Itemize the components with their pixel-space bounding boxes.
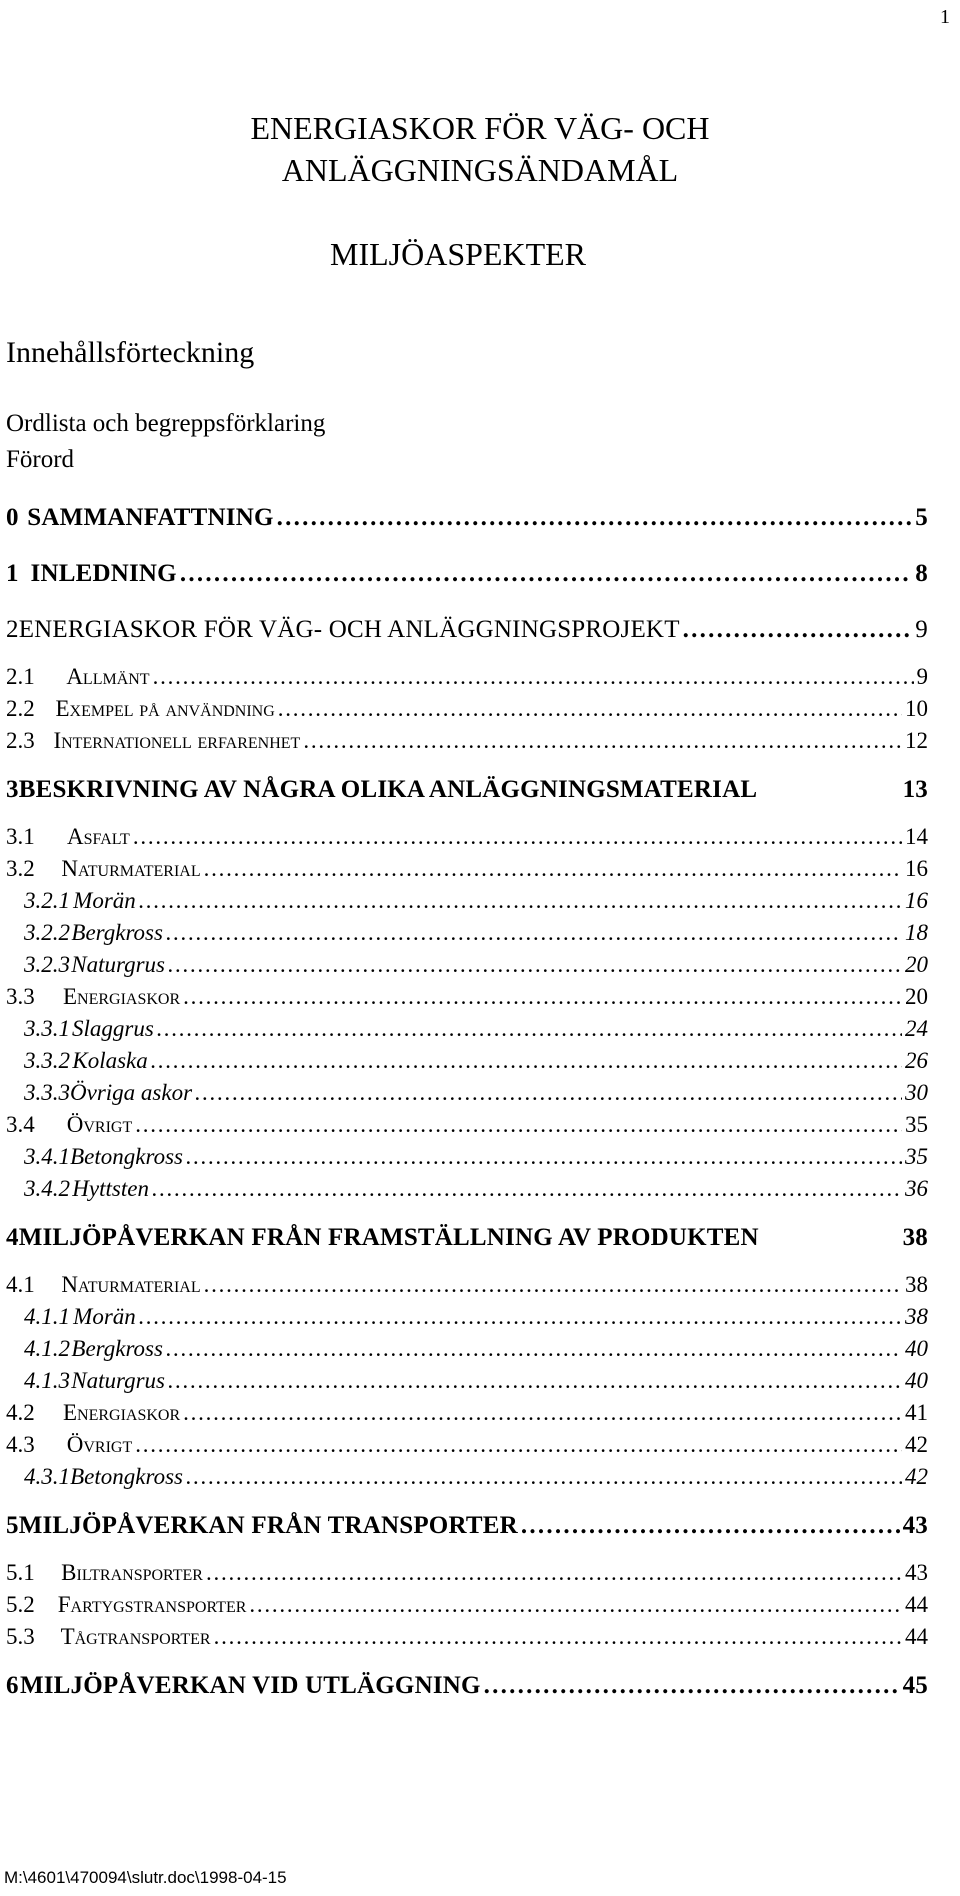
toc-dot-leader: [204, 856, 902, 882]
toc-entry-label: Asfalt: [66, 824, 130, 849]
toc-dot-leader: [135, 1432, 902, 1458]
toc-entry[interactable]: [6, 728, 928, 758]
front-matter-glossary: Ordlista och begreppsförklaring: [6, 410, 326, 437]
toc-dot-leader: [683, 616, 913, 644]
toc-dot-leader: [152, 1176, 902, 1202]
toc-entry[interactable]: [6, 1048, 928, 1078]
toc-entry-label: Slaggrus: [71, 1016, 154, 1041]
toc-entry-label: INLEDNING: [30, 560, 177, 587]
toc-entry[interactable]: [6, 1624, 928, 1654]
toc-entry[interactable]: [6, 1400, 928, 1430]
toc-dot-leader: [139, 1304, 902, 1330]
toc-dot-leader: [183, 1400, 902, 1426]
toc-entry-number: 4.2: [6, 1400, 35, 1425]
toc-dot-leader: [180, 560, 912, 588]
toc-entry-page: 16: [905, 888, 928, 913]
toc-entry-number: 4.1: [6, 1272, 35, 1297]
toc-entry-number: 3.3.2: [24, 1048, 70, 1073]
toc-entry-number: 3.2: [6, 856, 35, 881]
toc-entry-number: 2.1: [6, 664, 35, 689]
toc-entry-page: 42: [905, 1432, 928, 1457]
toc-entry-number: 3.4.2: [24, 1176, 70, 1201]
toc-entry-page: 12: [905, 728, 928, 753]
toc-entry[interactable]: [6, 1512, 928, 1542]
toc-entry-label: Energiaskor: [62, 984, 181, 1009]
toc-dot-leader: [133, 824, 902, 850]
toc-dot-leader: [166, 920, 902, 946]
toc-entry-number: 3.1: [6, 824, 35, 849]
toc-entry-label: Bergkross: [71, 920, 163, 945]
toc-entry-page: 30: [905, 1080, 928, 1105]
toc-dot-leader: [521, 1512, 900, 1540]
toc-dot-leader: [278, 696, 902, 722]
toc-entry-page: 9: [915, 616, 928, 643]
toc-entry-label: Hyttsten: [72, 1176, 149, 1201]
toc-dot-leader: [206, 1560, 902, 1586]
toc-entry[interactable]: [6, 1672, 928, 1702]
toc-entry-number: 4: [6, 1224, 19, 1251]
toc-entry[interactable]: [6, 1368, 928, 1398]
document-title-line-1: ENERGIASKOR FÖR VÄG- OCH: [250, 110, 710, 146]
page-number: 1: [940, 6, 950, 28]
toc-entry[interactable]: [6, 984, 928, 1014]
toc-dot-leader: [195, 1080, 902, 1106]
toc-entry-page: 35: [905, 1112, 928, 1137]
toc-dot-leader: [168, 1368, 902, 1394]
toc-entry[interactable]: [6, 1304, 928, 1334]
toc-entry-page: 9: [916, 664, 928, 689]
toc-entry-label: Biltransporter: [61, 1560, 203, 1585]
toc-entry-number: 3.3.1: [24, 1016, 70, 1041]
toc-entry[interactable]: [6, 1016, 928, 1046]
toc-entry-number: 6: [6, 1672, 19, 1699]
toc-entry[interactable]: [6, 952, 928, 982]
toc-entry-label: Bergkross: [71, 1336, 163, 1361]
toc-entry[interactable]: [6, 888, 928, 918]
toc-entry-page: 44: [905, 1624, 928, 1649]
toc-dot-leader: [214, 1624, 902, 1650]
toc-entry[interactable]: [6, 920, 928, 950]
toc-entry[interactable]: [6, 1112, 928, 1142]
toc-entry-label: Betongkross: [70, 1464, 183, 1489]
toc-entry-page: 43: [905, 1560, 928, 1585]
toc-entry[interactable]: [6, 1336, 928, 1366]
toc-entry-label: MILJÖPÅVERKAN FRÅN TRANSPORTER: [18, 1512, 518, 1539]
toc-dot-leader: [151, 1048, 902, 1074]
toc-entry-label: Naturgrus: [71, 952, 165, 977]
toc-entry-number: 3.4: [6, 1112, 35, 1137]
toc-entry[interactable]: [6, 560, 928, 590]
toc-entry-number: 4.3: [6, 1432, 35, 1457]
toc-entry[interactable]: [6, 1464, 928, 1494]
toc-entry-page: 38: [905, 1272, 928, 1297]
toc-dot-leader: [157, 1016, 902, 1042]
toc-entry-number: 4.1.1: [24, 1304, 70, 1329]
toc-entry-label: BESKRIVNING AV NÅGRA OLIKA ANLÄGGNINGSMATERIAL: [18, 776, 758, 803]
toc-dot-leader: [186, 1464, 902, 1490]
toc-entry-label: ENERGIASKOR FÖR VÄG- OCH ANLÄGGNINGSPROJEKT: [18, 616, 680, 643]
toc-dot-leader: [249, 1592, 902, 1618]
toc-entry-label: Tågtransporter: [60, 1624, 211, 1649]
toc-entry-number: 3.4.1: [24, 1144, 70, 1169]
toc-entry-page: 20: [905, 952, 928, 977]
toc-entry-page: 45: [902, 1672, 928, 1699]
toc-entry-page: 10: [905, 696, 928, 721]
toc-entry[interactable]: [6, 504, 928, 534]
toc-entry[interactable]: [6, 776, 928, 806]
toc-entry-page: 40: [905, 1368, 928, 1393]
toc-entry[interactable]: [6, 1560, 928, 1590]
toc-entry[interactable]: [6, 1432, 928, 1462]
toc-entry-number: 3.3.3: [24, 1080, 70, 1105]
toc-dot-leader: [168, 952, 902, 978]
toc-entry-label: Naturmaterial: [61, 1272, 201, 1297]
toc-entry-number: 3.2.1: [24, 888, 70, 913]
toc-entry-number: 5.2: [6, 1592, 35, 1617]
toc-entry-number: 2.3: [6, 728, 35, 753]
toc-entry-label: Övrigt: [66, 1432, 133, 1457]
toc-entry-label: Exempel på användning: [55, 696, 275, 721]
toc-dot-leader: [303, 728, 902, 754]
toc-dot-leader: [186, 1144, 902, 1170]
toc-entry-number: 3.2.2: [24, 920, 70, 945]
toc-entry-label: Internationell erfarenhet: [53, 728, 301, 753]
toc-entry-number: 4.1.2: [24, 1336, 70, 1361]
toc-entry-number: 5.3: [6, 1624, 35, 1649]
toc-entry-page: 26: [905, 1048, 928, 1073]
toc-entry[interactable]: [6, 1592, 928, 1622]
toc-entry-page: 40: [905, 1336, 928, 1361]
toc-entry-label: MILJÖPÅVERKAN FRÅN FRAMSTÄLLNING AV PRODUKTEN: [18, 1224, 759, 1251]
toc-entry[interactable]: [6, 664, 928, 694]
toc-entry-page: 41: [905, 1400, 928, 1425]
toc-dot-leader: [153, 664, 914, 690]
toc-entry-page: 20: [905, 984, 928, 1009]
toc-entry-page: 38: [902, 1224, 928, 1251]
toc-entry-page: 43: [902, 1512, 928, 1539]
toc-entry-number: 5.1: [6, 1560, 35, 1585]
toc-dot-leader: [277, 504, 913, 532]
toc-entry-page: 36: [905, 1176, 928, 1201]
toc-entry[interactable]: [6, 616, 928, 646]
toc-entry-number: 3.3: [6, 984, 35, 1009]
toc-entry[interactable]: [6, 696, 928, 726]
toc-entry-label: Energiaskor: [62, 1400, 181, 1425]
toc-entry[interactable]: [6, 1176, 928, 1206]
toc-entry-number: 2.2: [6, 696, 35, 721]
toc-entry-label: Övrigt: [66, 1112, 133, 1137]
toc-dot-leader: [183, 984, 902, 1010]
toc-entry-number: 4.1.3: [24, 1368, 70, 1393]
toc-entry[interactable]: [6, 824, 928, 854]
toc-entry-page: 38: [905, 1304, 928, 1329]
toc-dot-leader: [135, 1112, 902, 1138]
toc-entry-page: 14: [905, 824, 928, 849]
toc-entry[interactable]: [6, 856, 928, 886]
toc-dot-leader: [204, 1272, 902, 1298]
toc-entry-label: Morän: [73, 1304, 136, 1329]
toc-dot-leader: [484, 1672, 900, 1700]
toc-entry-label: Morän: [73, 888, 136, 913]
toc-entry-number: 3: [6, 776, 19, 803]
toc-entry-label: Betongkross: [70, 1144, 183, 1169]
toc-entry-number: 0: [6, 504, 19, 531]
toc-entry-page: 18: [905, 920, 928, 945]
toc-entry-page: 5: [915, 504, 928, 531]
document-subtitle: MILJÖASPEKTER: [330, 236, 587, 272]
toc-entry-label: Fartygstransporter: [57, 1592, 247, 1617]
toc-entry-number: 4.3.1: [24, 1464, 70, 1489]
toc-entry-label: Naturgrus: [71, 1368, 165, 1393]
toc-entry-number: 1: [6, 560, 19, 587]
toc-entry-label: Allmänt: [66, 664, 150, 689]
toc-dot-leader: [166, 1336, 902, 1362]
toc-entry-page: 44: [905, 1592, 928, 1617]
toc-entry-page: 16: [905, 856, 928, 881]
toc-entry-page: 42: [905, 1464, 928, 1489]
document-title-line-2: ANLÄGGNINGSÄNDAMÅL: [281, 152, 679, 188]
file-path-footer: M:\4601\470094\slutr.doc\1998-04-15: [4, 1868, 287, 1887]
toc-entry[interactable]: [6, 1272, 928, 1302]
toc-entry-label: Naturmaterial: [61, 856, 201, 881]
toc-dot-leader: [139, 888, 902, 914]
front-matter-foreword: Förord: [6, 446, 75, 473]
toc-entry-number: 3.2.3: [24, 952, 70, 977]
toc-entry-number: 5: [6, 1512, 19, 1539]
toc-entry[interactable]: [6, 1224, 928, 1254]
toc-entry-number: 2: [6, 616, 19, 643]
toc-heading: Innehållsförteckning: [6, 336, 255, 369]
toc-entry-page: 24: [905, 1016, 928, 1041]
toc-entry[interactable]: [6, 1144, 928, 1174]
toc-entry-label: SAMMANFATTNING: [27, 504, 274, 531]
toc-entry-page: 8: [915, 560, 928, 587]
toc-entry[interactable]: [6, 1080, 928, 1110]
toc-entry-label: Kolaska: [72, 1048, 148, 1073]
toc-entry-page: 13: [902, 776, 928, 803]
toc-entry-page: 35: [905, 1144, 928, 1169]
toc-entry-label: Övriga askor: [70, 1080, 193, 1105]
toc-entry-label: MILJÖPÅVERKAN VID UTLÄGGNING: [19, 1672, 481, 1699]
